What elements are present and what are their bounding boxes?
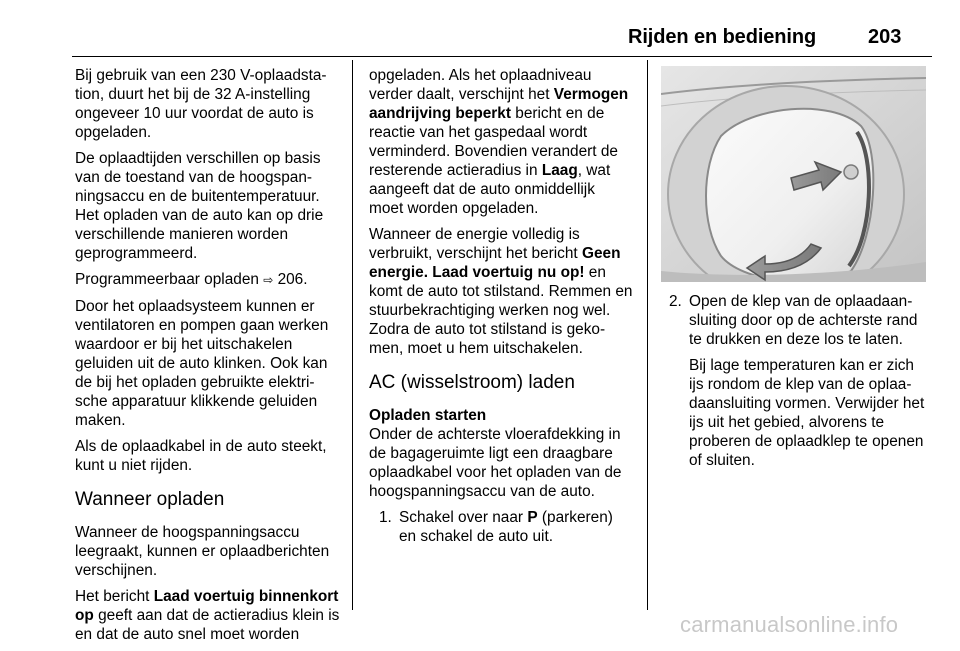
paragraph-text: geeft aan dat de actieradius klein is en dat de auto snel moet worden (75, 607, 340, 643)
header-rule (72, 56, 932, 57)
paragraph: Wanneer de hoogspanningsaccu leegraakt, kunnen er oplaadberichten verschijnen. (75, 524, 330, 579)
message-text: Vermogen aandrijving beperkt (369, 86, 629, 122)
column-2 (369, 66, 633, 546)
step-text (689, 292, 929, 477)
paragraph: Open de klep van de oplaadaan‑ sluiting door op de achterste rand te drukken en deze los te laten. (689, 293, 918, 348)
message-text: Laad voertuig binnenkort op (75, 588, 339, 624)
paragraph: Als de oplaadkabel in de auto steekt, kunt u niet rijden. (75, 438, 327, 474)
paragraph: Bij gebruik van een 230 V-oplaadsta‑ tion, duurt het bij de 32 A-instelling ongeveer 10 uur voordat de auto is opgeladen. (75, 67, 327, 141)
paragraph: Onder de achterste vloerafdekking in de bagageruimte ligt een draagbare oplaadkabel voor het opladen van de hoogspanningsaccu van de auto. (369, 426, 622, 500)
paragraph-text: (parkeren) en schakel de auto uit. (399, 509, 613, 545)
column-divider-2 (647, 60, 648, 610)
section-heading: AC (wisselstroom) laden (369, 372, 575, 393)
step-text (399, 508, 633, 546)
message-text: Geen energie. Laad voertuig nu op! (369, 245, 621, 281)
paragraph-cross-reference (75, 270, 343, 290)
paragraph (369, 66, 633, 218)
page-number: 203 (868, 26, 902, 48)
message-text: Laag (541, 162, 578, 179)
gear-position-text: P (527, 509, 538, 526)
paragraph (369, 225, 633, 358)
step-2 (669, 292, 929, 477)
paragraph-text: opgeladen. Als het oplaadniveau verder daalt, verschijnt het (369, 67, 592, 103)
paragraph-text: en komt de auto tot stilstand. Remmen en stuurbekrachtiging werken nog wel. Zodra de auto tot stilstand is geko‑ men, moet u hem uitschakelen. (369, 264, 633, 357)
paragraph-text: , wat aangeeft dat de auto onmiddellijk moet worden opgeladen. (369, 162, 611, 217)
page-header (0, 0, 960, 60)
watermark: carmanualsonline.info (680, 612, 899, 637)
section-heading: Wanneer opladen (75, 489, 225, 510)
paragraph-text: Programmeerbaar opladen (75, 271, 259, 288)
column-1 (75, 66, 343, 651)
step-number: 1. (379, 509, 392, 526)
step-number: 2. (669, 293, 682, 310)
paragraph: De oplaadtijden verschillen op basis van de toestand van de hoogspan‑ ningsaccu en de buitentemperatuur. Het opladen van de auto kan op drie verschillende manieren worden geprogrammeerd. (75, 150, 324, 262)
paragraph-text: Schakel over naar (399, 509, 524, 526)
paragraph-text: bericht en de reactie van het gaspedaal wordt verminderd. Bovendien verandert de resterende actieradius in (369, 105, 618, 179)
column-divider-1 (352, 60, 353, 610)
arrow-right-icon[interactable]: ⇨ (263, 273, 274, 287)
section-title: Rijden en bediening (628, 26, 817, 48)
charging-flap-illustration (661, 66, 926, 282)
paragraph: Door het oplaadsysteem kunnen er ventilatoren en pompen gaan werken waardoor er bij het uitschakelen geluiden uit de auto klinken. Ook kan de bij het opladen gebruikte elektri‑ sche apparatuur klikkende geluiden maken. (75, 298, 329, 429)
paragraph (75, 587, 343, 644)
paragraph: Bij lage temperaturen kan er zich ijs rondom de klep van de oplaa‑ daansluiting vormen. Verwijder het ijs uit het gebied, alvorens te proberen de oplaadklep te openen of sluiten. (689, 357, 925, 469)
subsection-heading: Opladen starten (369, 407, 487, 424)
paragraph-text: Wanneer de energie volledig is verbruikt, verschijnt het bericht (369, 226, 580, 262)
page-reference-link[interactable]: 206. (277, 271, 308, 288)
paragraph-text: Het bericht (75, 588, 150, 605)
column-3 (669, 292, 929, 477)
step-1 (379, 508, 633, 546)
